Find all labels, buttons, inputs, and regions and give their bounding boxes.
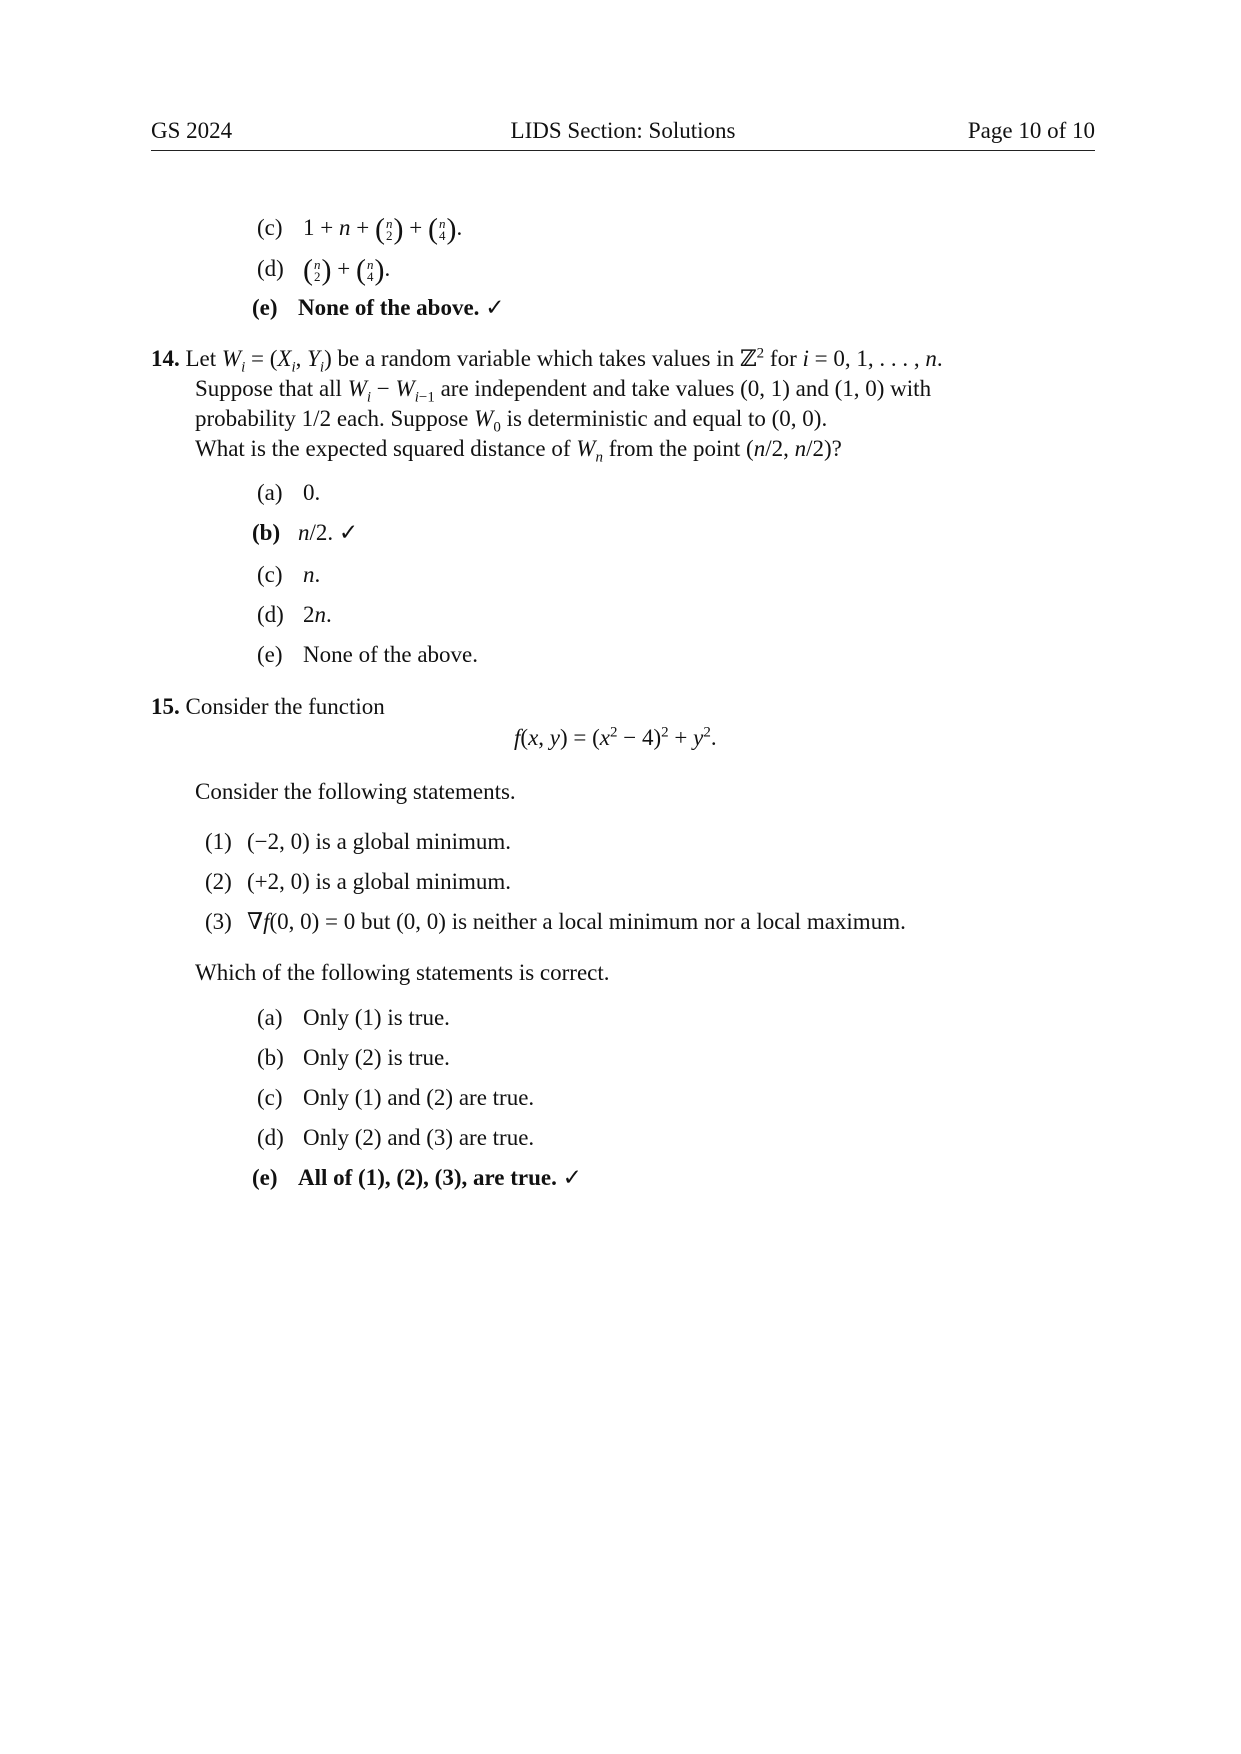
q14-option-d: [257, 600, 332, 630]
option-text: 0.: [303, 480, 321, 505]
header-left: GS 2024: [151, 118, 233, 143]
option-text: (n 2) + (n 4).: [303, 253, 391, 287]
option-label: (c): [257, 562, 283, 587]
q15-intro: [151, 692, 385, 722]
question-number: 15.: [151, 694, 180, 719]
option-text: Only (2) and (3) are true.: [303, 1125, 535, 1150]
option-label: (d): [257, 1125, 284, 1150]
q14-line-1: 14. Let $W_i = (X_i$, $Y_i$) be a random variable which takes values in ℤ$^2$ for i = 0, 1, . . . , n.: [151, 345, 943, 376]
option-label: (e): [257, 642, 283, 667]
check-mark-icon: ✓: [338, 520, 359, 545]
option-text: None of the above.: [303, 642, 478, 667]
option-text: None of the above.: [298, 295, 480, 320]
question-number: 14.: [151, 346, 180, 371]
statement-text: ∇f(0, 0) = 0 but (0, 0) is neither a local minimum nor a local maximum.: [247, 909, 906, 934]
option-text: 2n.: [303, 602, 332, 627]
option-text: Only (1) and (2) are true.: [303, 1085, 535, 1110]
q14-option-a: [257, 478, 320, 508]
statement-label: (2): [205, 869, 232, 894]
q15-option-b: [257, 1043, 450, 1073]
intro-text: Consider the function: [185, 694, 385, 719]
page-header: [151, 118, 1095, 152]
option-label: (c): [257, 215, 283, 240]
option-text: All of (1), (2), (3), are true.: [298, 1165, 557, 1190]
option-label: (d): [257, 256, 284, 281]
option-label: (b): [252, 520, 281, 545]
option-label: (e): [252, 1165, 278, 1190]
q15-consider: Consider the following statements.: [195, 779, 516, 804]
q14-option-e: [257, 640, 478, 670]
header-right: Page 10 of 10: [967, 118, 1095, 143]
option-label: (a): [257, 480, 283, 505]
q14-option-c: [257, 560, 320, 590]
statement-text: (−2, 0) is a global minimum.: [247, 829, 512, 854]
q15-option-a: [257, 1003, 450, 1033]
q15-equation: f(x, $y) = (x^2 - 4)^2 + y^2$.: [514, 724, 717, 750]
q15-statement-1: [205, 827, 511, 857]
q14-line-3: probability 1/2 each. Suppose $W_0$ is deterministic and equal to (0, 0).: [195, 406, 828, 436]
statement-label: (1): [205, 829, 232, 854]
option-label: (e): [252, 295, 278, 320]
option-label: (c): [257, 1085, 283, 1110]
q15-statement-3: [205, 907, 906, 937]
q14-line-4: What is the expected squared distance of $W_n$ from the point (n/2, n/2)?: [195, 436, 842, 466]
option-label: (a): [257, 1005, 283, 1030]
statement-text: (+2, 0) is a global minimum.: [247, 869, 512, 894]
q14-line-2: Suppose that all $W_i - W_{i-1}$ are independent and take values (0, 1) and (1, 0) with: [195, 376, 932, 406]
option-text: Only (1) is true.: [303, 1005, 450, 1030]
q13-option-c: [257, 213, 462, 245]
q15-option-d: [257, 1123, 534, 1153]
q13-option-e: [252, 293, 504, 323]
option-text: Only (2) is true.: [303, 1045, 450, 1070]
check-mark-icon: ✓: [562, 1165, 582, 1190]
option-text: n.: [303, 562, 321, 587]
option-text: 1 + n + (n 2) + (n 4).: [303, 212, 463, 246]
check-mark-icon: ✓: [485, 295, 505, 320]
q15-option-e: [252, 1163, 582, 1193]
q15-option-c: [257, 1083, 534, 1113]
header-rule: [151, 150, 1095, 151]
q14-option-b: [252, 518, 358, 548]
header-center: LIDS Section: Solutions: [510, 118, 736, 143]
q15-statement-2: [205, 867, 511, 897]
q15-which: Which of the following statements is correct.: [195, 960, 610, 985]
option-label: (b): [257, 1045, 284, 1070]
option-label: (d): [257, 602, 284, 627]
statement-label: (3): [205, 909, 232, 934]
option-text: n/2.: [298, 520, 334, 545]
q13-option-d: [257, 254, 390, 286]
